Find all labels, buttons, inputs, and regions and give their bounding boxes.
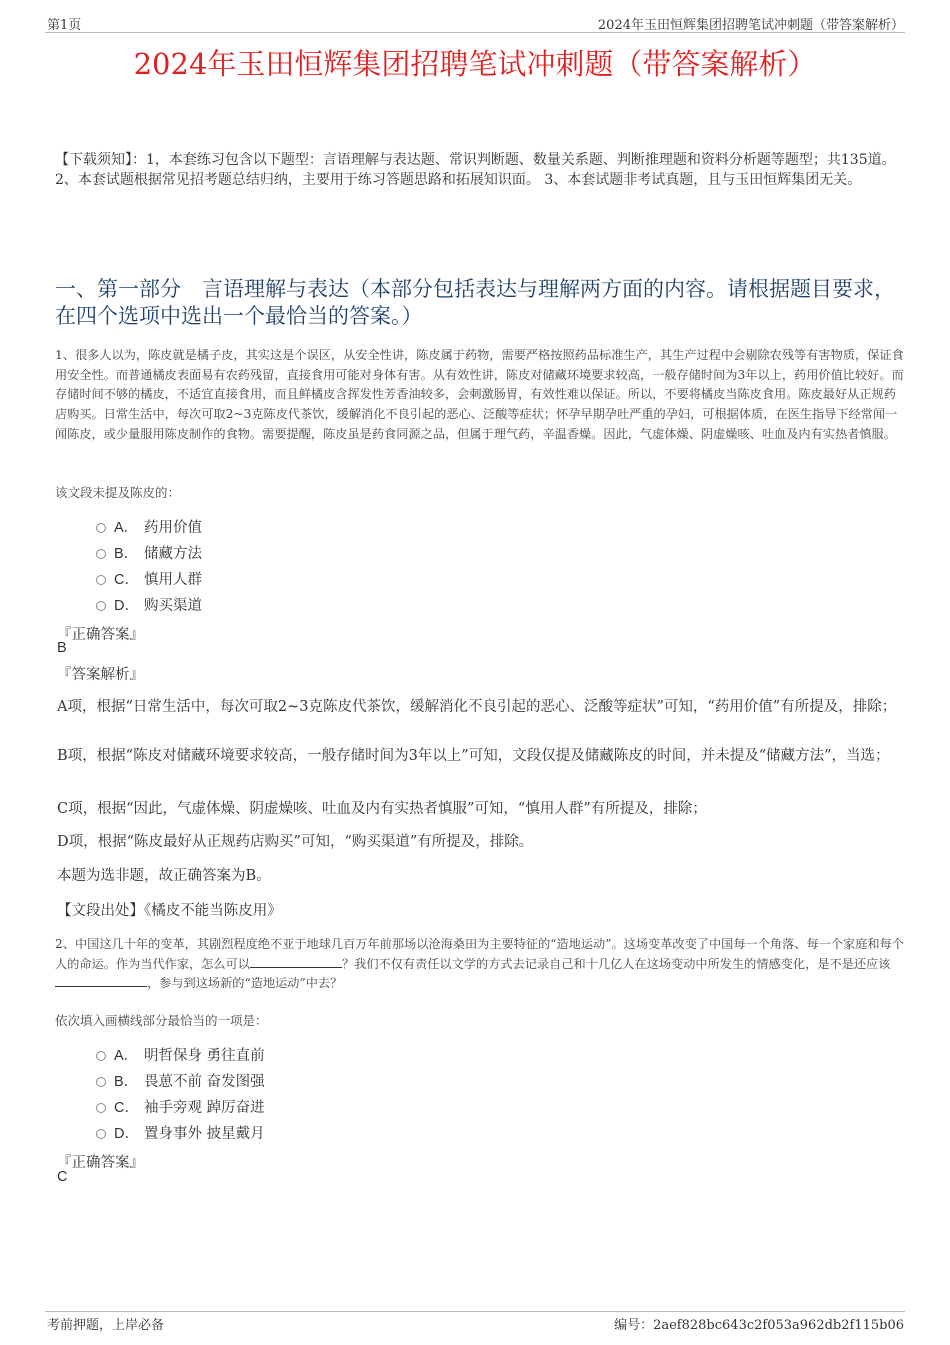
option-text: 置身事外 披星戴月: [144, 1126, 265, 1142]
question-1-text: 1、很多人以为，陈皮就是橘子皮，其实这是个误区，从安全性讲，陈皮属于药物，需要严格按照药品标准生产，其生产过程中会剔除农残等有害物质，保证食用安全性。而普通橘皮表面易有农药残留，直接食用可能对身体有害。从有效性讲，陈皮对储藏环境要求较高，一般存储时间为3年以上，药用价值比较好。而存储时间不够的橘皮，不适宜直接食用，而且鲜橘皮含挥发性芳香油较多，会刺激肠胃，有效性难以保证。所以，不要将橘皮当陈皮食用。陈皮最好从正规药店购买。日常生活中，每次可取2~3克陈皮代茶饮，缓解消化不良引起的恶心、泛酸等症状；怀孕早期孕吐严重的孕妇，可根据体质，在医生指导下经常闻一闻陈皮，或少量服用陈皮制作的食物。需要提醒，陈皮虽是药食同源之品，但属于理气药，辛温香燥。因此，气虚体燥、阴虚燥咳、吐血及内有实热者慎服。: [55, 348, 904, 441]
q1-analysis-a: A项，根据“日常生活中，每次可取2~3克陈皮代茶饮，缓解消化不良引起的恶心、泛酸等症状”可知，“药用价值”有所提及，排除；: [57, 699, 897, 715]
q2-option-a[interactable]: [96, 1044, 265, 1065]
download-notice: 【下载须知】：1，本套练习包含以下题型：言语理解与表达题、常识判断题、数量关系题、判断推理题和资料分析题等题型；共135道。 2、本套试题根据常见招考题总结归纳，主要用于练习答题思路和拓展知识面。 3、本套试题非考试真题，且与玉田恒辉集团无关。: [55, 152, 896, 188]
q1-analysis-d: D项，根据“陈皮最好从正规药店购买”可知，“购买渠道”有所提及，排除。: [57, 834, 534, 850]
question-2-prompt: 依次填入画横线部分最恰当的一项是：: [55, 1013, 268, 1028]
option-text: 药用价值: [144, 520, 202, 536]
q1-answer-label: 『正确答案』: [57, 627, 144, 643]
page-number: 第1页: [47, 18, 82, 33]
q2-option-b[interactable]: [96, 1070, 265, 1091]
q2-text-part1: 2、中国这几十年的变革，其剧烈程度绝不亚于地球几百万年前那场以沧海桑田为主要特征的“造地运动”。这场变革改变了中国每一个角落、每一个家庭和每个人的命运。作为当代作家，怎么可以: [55, 937, 904, 971]
radio-icon[interactable]: [96, 1129, 106, 1139]
q2-answer: C: [57, 1169, 68, 1185]
question-2-text: [55, 935, 905, 994]
q1-option-b[interactable]: [96, 542, 202, 563]
radio-icon[interactable]: [96, 1077, 106, 1087]
q2-answer-label: 『正确答案』: [57, 1155, 144, 1171]
q1-analysis-c: C项，根据“因此，气虚体燥、阴虚燥咳、吐血及内有实热者慎服”可知，“慎用人群”有所提及，排除；: [57, 801, 707, 817]
option-text: 袖手旁观 踔厉奋进: [144, 1100, 265, 1116]
option-letter: A．: [114, 1048, 139, 1064]
radio-icon[interactable]: [96, 523, 106, 533]
radio-icon[interactable]: [96, 601, 106, 611]
radio-icon[interactable]: [96, 549, 106, 559]
option-text: 购买渠道: [144, 598, 202, 614]
option-text: 慎用人群: [144, 572, 202, 588]
option-letter: B．: [114, 1074, 139, 1090]
radio-icon[interactable]: [96, 1103, 106, 1113]
fill-blank-1: [250, 955, 342, 968]
option-letter: A．: [114, 520, 139, 536]
q1-answer: B: [57, 640, 67, 656]
option-letter: D．: [114, 1126, 139, 1142]
footer-slogan: 考前押题，上岸必备: [47, 1318, 165, 1333]
q2-option-c[interactable]: [96, 1096, 265, 1117]
q2-text-part2: ？我们不仅有责任以文学的方式去记录自己和十几亿人在这场变动中所发生的情感变化，是不是还应该: [342, 956, 891, 971]
document-id: 编号：2aef828bc643c2f053a962db2f115b06: [614, 1318, 904, 1333]
fill-blank-2: [55, 974, 147, 987]
q1-analysis-label: 『答案解析』: [57, 667, 144, 683]
option-letter: C．: [114, 572, 139, 588]
option-text: 储藏方法: [144, 546, 202, 562]
option-letter: C．: [114, 1100, 139, 1116]
option-text: 明哲保身 勇往直前: [144, 1048, 265, 1064]
header-doc-title: 2024年玉田恒辉集团招聘笔试冲刺题（带答案解析）: [597, 18, 904, 33]
option-letter: D．: [114, 598, 139, 614]
q2-option-d[interactable]: [96, 1122, 265, 1143]
radio-icon[interactable]: [96, 575, 106, 585]
question-1-prompt: 该文段未提及陈皮的：: [55, 485, 181, 500]
q1-option-c[interactable]: [96, 568, 202, 589]
q1-analysis-b: B项，根据“陈皮对储藏环境要求较高，一般存储时间为3年以上”可知，文段仅提及储藏陈皮的时间，并未提及“储藏方法”，当选；: [57, 748, 890, 764]
radio-icon[interactable]: [96, 1051, 106, 1061]
option-text: 畏葸不前 奋发图强: [144, 1074, 265, 1090]
section-heading: 一、第一部分 言语理解与表达（本部分包括表达与理解两方面的内容。请根据题目要求，在四个选项中选出一个最恰当的答案。）: [55, 277, 895, 328]
q2-text-part3: ，参与到这场新的“造地运动”中去？: [147, 976, 343, 991]
page-title: 2024年玉田恒辉集团招聘笔试冲刺题（带答案解析）: [133, 47, 817, 81]
option-letter: B．: [114, 546, 139, 562]
q1-source: 【文段出处】《橘皮不能当陈皮用》: [57, 903, 282, 919]
header-divider: [45, 32, 905, 33]
q1-option-d[interactable]: [96, 594, 202, 615]
footer-divider: [45, 1311, 905, 1312]
q1-conclusion: 本题为选非题，故正确答案为B。: [57, 868, 271, 884]
q1-option-a[interactable]: [96, 516, 202, 537]
